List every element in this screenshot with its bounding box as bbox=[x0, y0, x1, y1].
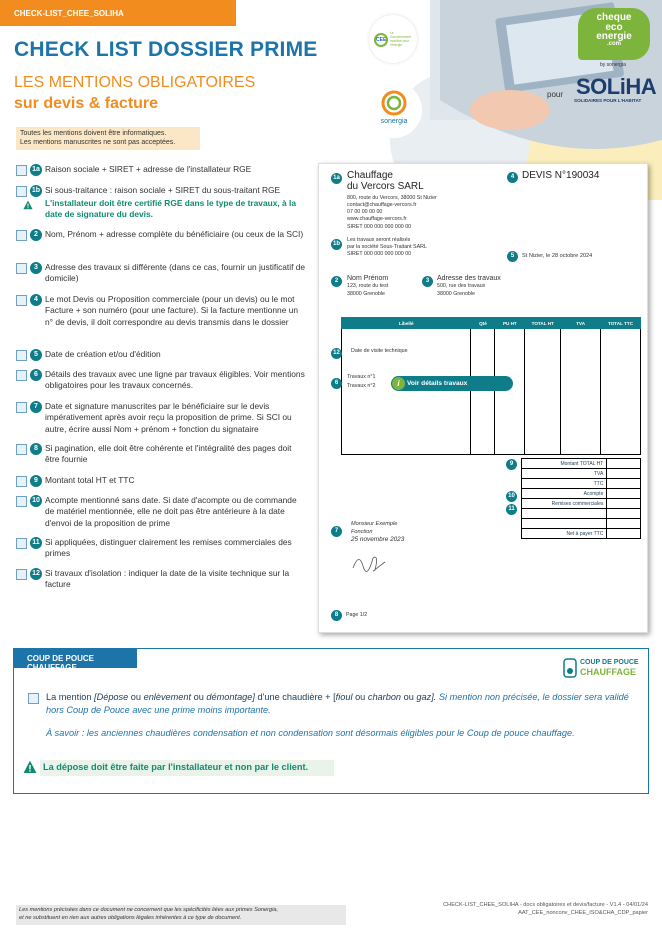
marker-9: 9 bbox=[506, 459, 517, 470]
checkbox[interactable] bbox=[16, 186, 27, 197]
checklist-item bbox=[16, 185, 306, 196]
marker-1a: 1a bbox=[331, 173, 342, 184]
quote-number: DEVIS N°190034 bbox=[522, 170, 600, 181]
item-text: Date de création et/ou d'édition bbox=[45, 349, 161, 359]
checklist-item bbox=[16, 369, 306, 392]
quote-table: Libellé Qté PU HT TOTAL HT TVA TOTAL TTC bbox=[341, 317, 641, 455]
checkbox[interactable] bbox=[16, 476, 27, 487]
signature-block: Monsieur Exemple Fonction 25 novembre 2023 bbox=[351, 521, 405, 544]
checklist-item bbox=[16, 164, 306, 175]
marker-3: 3 bbox=[422, 276, 433, 287]
checklist-item bbox=[16, 401, 306, 435]
marker-7: 7 bbox=[331, 526, 342, 537]
footer-disclaimer: Les mentions précisées dans ce document ne concernent que les spécificités liées aux primes Sonergia, et ne substituent en rien aux autres obligations légales inhérentes à ce type de document. bbox=[16, 905, 346, 925]
item-text: Acompte mentionné sans date. Si date d'acompte ou de commande de matériel mentionnée, elle ne doit pas être antérieure à la date d'envoi de la proposition de prime bbox=[45, 495, 297, 528]
works-address-block: Adresse des travaux 500, rue des travaux 38000 Grenoble bbox=[437, 275, 501, 297]
info-icon: i bbox=[392, 377, 405, 390]
sonergia-icon bbox=[381, 90, 407, 116]
item-text: Si sous-traitance : raison sociale + SIRET du sous-traitant RGE bbox=[45, 185, 281, 195]
marker-4: 4 bbox=[507, 172, 518, 183]
coup-de-pouce-header: COUP DE POUCE CHAUFFAGE bbox=[13, 648, 137, 668]
checklist-item bbox=[16, 495, 306, 529]
item-text: Nom, Prénom + adresse complète du bénéficiaire (ou ceux de la SCI) bbox=[45, 229, 304, 239]
checklist-item bbox=[16, 262, 306, 285]
checklist-item bbox=[16, 443, 306, 466]
note-line-2: Les mentions manuscrites ne sont pas acceptées. bbox=[20, 139, 176, 147]
checklist-item bbox=[16, 349, 306, 360]
note-box bbox=[16, 127, 200, 150]
marker-5: 5 bbox=[507, 251, 518, 262]
marker-11: 11 bbox=[506, 504, 517, 515]
marker-8: 8 bbox=[331, 610, 342, 621]
item-number: 8 bbox=[30, 443, 42, 455]
checklist-item bbox=[16, 294, 306, 328]
page-subtitle-2: sur devis & facture bbox=[14, 95, 159, 112]
checkbox[interactable] bbox=[16, 295, 27, 306]
checkbox[interactable] bbox=[16, 370, 27, 381]
item-number: 1a bbox=[30, 164, 42, 176]
checkbox[interactable] bbox=[16, 230, 27, 241]
checkbox[interactable] bbox=[16, 538, 27, 549]
page-title: CHECK LIST DOSSIER PRIME bbox=[14, 38, 318, 61]
checkbox[interactable] bbox=[16, 263, 27, 274]
subcontractor: Les travaux seront réalisés par la société Sous-Traitant SARL SIRET 000 000 000 000 00 bbox=[347, 237, 427, 258]
item-number: 9 bbox=[30, 475, 42, 487]
item-number: 1b bbox=[30, 185, 42, 197]
checkbox[interactable] bbox=[16, 569, 27, 580]
item-number: 6 bbox=[30, 369, 42, 381]
item-number: 10 bbox=[30, 495, 42, 507]
marker-6: 6 bbox=[331, 378, 342, 389]
cee-logo: CEE Le Gouvernement mobilise pour l'énergie bbox=[369, 15, 417, 63]
pour-label: pour bbox=[547, 90, 564, 99]
document-tag: CHECK-LIST_CHEE_SOLIHA bbox=[0, 0, 236, 26]
visit-date-line: Date de visite technique bbox=[351, 348, 408, 354]
checklist-item bbox=[16, 568, 306, 591]
item-number: 4 bbox=[30, 294, 42, 306]
checkbox[interactable] bbox=[16, 402, 27, 413]
checkbox[interactable] bbox=[16, 165, 27, 176]
item-text: Adresse des travaux si différente (dans ce cas, fournir un justificatif de domicile) bbox=[45, 262, 306, 284]
checklist-item bbox=[16, 229, 306, 240]
cheque-eco-energie-logo: cheque eco energie .com bbox=[578, 8, 650, 60]
sonergia-logo: sonergia bbox=[366, 82, 422, 138]
item-number: 12 bbox=[30, 568, 42, 580]
item-number: 7 bbox=[30, 401, 42, 413]
totals-table: Montant TOTAL HT TVA TTC Acompte Remises commerciales Net à payer TTC bbox=[521, 458, 641, 539]
soliha-logo: SOLiHA bbox=[576, 74, 657, 99]
coup-de-pouce-logo: COUP DE POUCE CHAUFFAGE bbox=[562, 656, 640, 680]
warning-icon bbox=[23, 760, 37, 774]
item-text: Date et signature manuscrites par le bénéficiaire sur le devis impérativement après avoir reçu la proposition de prime. Si SCI ou autre, écrire aussi Nom + prénom + fonction du signataire bbox=[45, 401, 292, 434]
item-text: Détails des travaux avec une ligne par travaux éligibles. Voir mentions obligatoires pour les travaux concernés. bbox=[45, 369, 305, 391]
thermometer-icon bbox=[562, 658, 578, 678]
item-text: Si travaux d'isolation : indiquer la date de la visite technique sur la facture bbox=[45, 568, 290, 590]
note-line-1: Toutes les mentions doivent être informatiques. bbox=[20, 130, 167, 137]
sample-quote-document bbox=[318, 163, 648, 633]
item-text: Le mot Devis ou Proposition commerciale (pour un devis) ou le mot Facture + son numéro (pour une facture). Si la facture mentionne un n° de devis, il doit correspondre au devis transmis dans le dossier bbox=[45, 294, 299, 327]
checklist-item bbox=[16, 537, 306, 560]
company-name: Chauffage du Vercors SARL bbox=[347, 170, 424, 192]
item-text: Si pagination, elle doit être cohérente et l'intégralité des pages doit être fournie bbox=[45, 443, 292, 465]
quote-date: St Nizier, le 28 octobre 2024 bbox=[522, 253, 593, 259]
checkbox[interactable] bbox=[16, 350, 27, 361]
checkbox[interactable] bbox=[16, 496, 27, 507]
item-number: 2 bbox=[30, 229, 42, 241]
item-number: 3 bbox=[30, 262, 42, 274]
company-address: 800, route du Vercors, 38000 St Nizier contact@chauffage-vercors.fr 07 00 00 00 00 www.chauffage-vercors.fr SIRET 000 000 000 000 00 bbox=[347, 195, 437, 230]
signature-scribble bbox=[349, 550, 389, 576]
by-sonergia: by sonergia bbox=[600, 62, 626, 68]
rge-warning: L'installateur doit être certifié RGE dans le type de travaux, à la date de signature du devis. bbox=[45, 198, 296, 220]
coup-asavoir: À savoir : les anciennes chaudières condensation et non condensation sont désormais éligibles pour le Coup de pouce chauffage. bbox=[46, 728, 575, 738]
client-block: Nom Prénom 123, route du test 38000 Grenoble bbox=[347, 275, 389, 297]
coup-mention: La mention [Dépose ou enlèvement ou démontage] d'une chaudière + [fioul ou charbon ou gaz]. Si mention non précisée, le dossier sera validé hors Coup de Pouce avec une prime moins importante. bbox=[46, 692, 629, 715]
checklist-item bbox=[16, 475, 306, 486]
marker-2: 2 bbox=[331, 276, 342, 287]
marker-10: 10 bbox=[506, 491, 517, 502]
page-subtitle: LES MENTIONS OBLIGATOIRES bbox=[14, 74, 256, 91]
marker-12: 12 bbox=[331, 348, 342, 359]
checkbox[interactable] bbox=[16, 444, 27, 455]
depose-warning: La dépose doit être faite par l'installateur et non par le client. bbox=[40, 760, 334, 776]
soliha-tagline: SOLIDAIRES POUR L'HABITAT bbox=[574, 98, 642, 103]
item-number: 11 bbox=[30, 537, 42, 549]
item-text: Montant total HT et TTC bbox=[45, 475, 135, 485]
see-works-details-button[interactable]: i Voir détails travaux bbox=[391, 376, 513, 391]
works-lines: Travaux n°1 Travaux n°2 bbox=[347, 374, 376, 390]
coup-checkbox[interactable] bbox=[28, 693, 39, 704]
item-text: Raison sociale + SIRET + adresse de l'installateur RGE bbox=[45, 164, 252, 174]
item-number: 5 bbox=[30, 349, 42, 361]
item-text: Si appliquées, distinguer clairement les remises commerciales des primes bbox=[45, 537, 292, 559]
footer-reference: CHECK-LIST_CHEE_SOLIHA - docs obligatoires et devis/facture - V1.4 - 04/01/24 AAT_CEE_nonconv_CHEE_ISO&CHA_CDP_papier bbox=[443, 902, 648, 917]
page-number: Page 1/2 bbox=[346, 612, 368, 618]
marker-1b: 1b bbox=[331, 239, 342, 250]
